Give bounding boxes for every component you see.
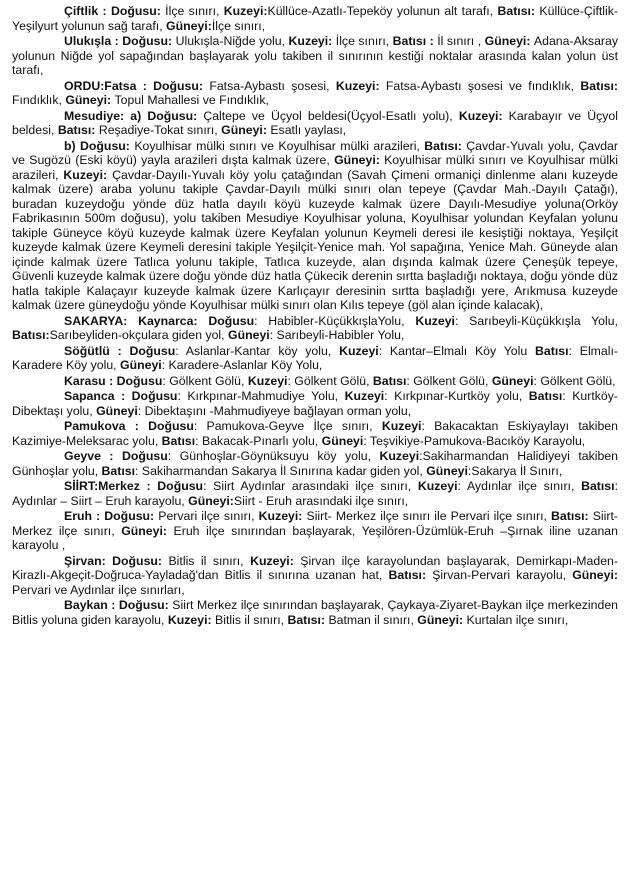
bold-label: Güneyi (120, 358, 162, 372)
bold-label: Kuzeyi: (335, 78, 386, 93)
bold-label: Batısı (101, 463, 136, 478)
bold-label: Kuzeyi (379, 449, 420, 463)
text-run: : Kırkpınar-Mahmudiye Yolu, (177, 389, 345, 403)
paragraph (12, 34, 618, 78)
bold-label: Batısı: (551, 509, 593, 523)
paragraph (12, 79, 618, 108)
bold-label: Batısı: (424, 138, 467, 153)
bold-label: Pamukova : Doğusu (64, 419, 194, 433)
paragraph (12, 109, 618, 138)
text-run: : Günhoşlar-Göynüksuyu köy yolu, (167, 449, 380, 463)
text-run: Eruh ilçe sınırından başlayarak, Yeşilören-Üzümlük-Eruh –Şırnak iline uzanan karayolu , (12, 523, 618, 552)
text-run: Ulukışla-Niğde yolu, (175, 34, 289, 48)
bold-label: Batısı: (497, 4, 540, 18)
text-run: Siirt- Merkez ilçe sınırı, (12, 509, 618, 538)
paragraph (12, 509, 618, 553)
text-run: : Bakacaktan Eskiyaylayı takiben Kazimiye-Meleksarac yolu, (12, 419, 618, 448)
bold-label: Güneyi: (572, 568, 618, 582)
text-run: Çavdar-Dayılı-Yuvalı köy yolu çatağından (Savah Çimeni ormaniçi dinlenme alanı kuzeyde kalmak üzere) araba yolunu takiple Çavdar-Dayılı mülki sınırı olan tepeye (Çavdar Mah.-Dayılı Çatağı), buradan kuzeydoğu yönde düz hatla dayılı köyü kuzeyde kalmak üzere Dayılı-Mesudiye yoluna(Orköy Fabrikasının 500m doğusu), yolu takiben Mesudiye Koyulhisar yoluna, Koyulhisar yolundan Keyfalan yolunu takiple Güneyce köyü kuzeyde kalmak üzere Keyfalan yolunun Keymeli deresi ile kesiştiği noktaya, Yeşilçit kuzeyde kalmak üzere Keymeli deresini takiple Yeşilçit-Yenice mah. Yol sapağına, Yenice Mah. Güneyde alan içinde kalmak üzere Tatlıca yolunu takiple, Tatlıca kuzeyde, alan dışında kalmak üzere Çeneşük tepeye, Güvenli kuzeyde kalmak üzere doğu yönde düz hatla Çükecik derenin sırtta başladığı noktaya, doğu yönde düz hatla takiple Kalaçayır kuzeyde kalmak üzere Karlıçayır deresinin sırtta başladığı yere, Arıkmusa kuzeyde kalmak üzere güneydoğu yönde Koyulhisar mülki sınırı olan Kılıs tepeye (göl alan içinde kalacak), (12, 167, 618, 312)
text-run: Küllüce-Azatlı-Tepeköy yolunun alt tarafı, (267, 4, 498, 18)
text-run: : Gölkent Gölü, (162, 373, 248, 388)
bold-label: Kuzeyi (339, 343, 379, 358)
text-run: : Sarıbeyli-Habibler Yolu, (269, 328, 405, 342)
text-run: : Gölkent Gölü, (287, 373, 373, 388)
bold-label: Güneyi (228, 328, 270, 342)
bold-label: b) Doğusu: (64, 138, 135, 153)
bold-label: Kuzeyi: (258, 509, 307, 523)
paragraph (12, 374, 618, 389)
bold-label: Kuzeyi: (167, 612, 216, 627)
paragraph (12, 389, 618, 418)
text-run: Fatsa-Aybastı şosesi, (209, 78, 336, 93)
text-run: : Sarıbeyli-Küçükkışla Yolu, (454, 313, 619, 328)
text-run: Reşadiye-Tokat sınırı, (98, 123, 222, 137)
bold-label: Güneyi: (484, 34, 534, 48)
bold-label: Batısı (161, 433, 196, 448)
bold-label: Şirvan: Doğusu: (64, 553, 169, 568)
bold-label: Kuzeyi: (458, 108, 509, 123)
paragraph (12, 449, 618, 478)
bold-label: SİİRT:Merkez : Doğusu (64, 479, 204, 493)
paragraph (12, 598, 618, 627)
bold-label: Kuzeyi: (63, 167, 113, 182)
text-run: Sarıbeyliden-okçulara giden yol, (49, 328, 229, 342)
bold-label: Mesudiye: a) Doğusu: (64, 108, 204, 123)
bold-label: Batısı (372, 373, 407, 388)
text-run: : Karadere-Aslanlar Köy Yolu, (161, 358, 323, 372)
bold-label: Söğütlü : Doğusu (64, 343, 176, 358)
text-run: : Habibler-KüçükkışlaYolu, (254, 313, 416, 328)
text-run: : Pamukova-Geyve İlçe sınırı, (193, 419, 382, 433)
bold-label: Güneyi (96, 403, 138, 418)
text-run: Bitlis il sınırı, (168, 553, 251, 568)
text-run: : Elmalı-Karadere Köy yolu, (12, 343, 619, 372)
bold-label: Güneyi (491, 373, 534, 388)
text-run: İlçe sınırı, (165, 4, 224, 18)
text-run: : Bakacak-Pınarlı yolu, (195, 433, 322, 448)
bold-label: Güneyi: (65, 93, 115, 107)
paragraph (12, 314, 618, 343)
bold-label: Karasu : Doğusu (64, 373, 163, 388)
bold-label: Baykan : Doğusu: (64, 598, 173, 612)
text-run: : Gölkent Gölü, (406, 373, 492, 388)
paragraph (12, 139, 618, 313)
bold-label: Çiftlik : Doğusu: (64, 4, 166, 18)
text-run: : Sakiharmandan Sakarya İl Sınırına kadar giden yol, (135, 463, 427, 478)
bold-label: Ulukışla : Doğusu: (64, 34, 176, 48)
text-run: Şirvan ilçe karayolundan başlayarak, Demirkapı-Maden-Kirazlı-Akgeçit-Doğruca-Yayladağ'dan Bitlis il sınırına uzanan hat, (12, 553, 618, 582)
text-run: Pervari ve Aydınlar ilçe sınırları, (12, 582, 185, 597)
paragraph (12, 479, 618, 508)
text-run: Koyulhisar mülki sınırı ve Koyulhisar mülki arazileri, (134, 138, 425, 153)
bold-label: Güneyi (321, 433, 364, 448)
bold-label: Batısı (535, 343, 569, 358)
text-run: Siirt- Merkez ilçe sınırı ile Pervari ilçe sınırı, (306, 509, 552, 523)
text-run: : Aydınlar ilçe sınırı, (457, 479, 582, 493)
text-run: : Dibektaşını -Mahmudiyeye bağlayan orman yolu, (137, 403, 412, 418)
bold-label: Güneyi: (221, 123, 271, 137)
bold-label: Batısı: (287, 612, 329, 627)
bold-label: ORDU:Fatsa : Doğusu: (64, 78, 210, 93)
paragraph (12, 419, 618, 448)
paragraph (12, 4, 618, 33)
bold-label: Geyve : Doğusu (64, 449, 168, 463)
text-run: Esatlı yaylası, (270, 123, 347, 137)
text-run: Koyulhisar mülki sınırı ve Koyulhisar mülki arazileri, (12, 153, 618, 182)
bold-label: Güneyi: (417, 612, 467, 627)
text-run: Şirvan-Pervari karayolu, (432, 568, 573, 582)
bold-label: Batısı (581, 479, 615, 493)
bold-label: Güneyi: (166, 18, 212, 33)
paragraph (12, 344, 618, 373)
bold-label: SAKARYA: Kaynarca: Doğusu (64, 313, 255, 328)
bold-label: Güneyi: (188, 493, 234, 508)
bold-label: Kuzeyi: (288, 34, 336, 48)
text-run: : Aydınlar – Siirt – Eruh karayolu, (12, 479, 618, 508)
text-run: Kurtalan ilçe sınırı, (466, 612, 569, 627)
text-run: : Siirt Aydınlar arasındaki ilçe sınırı, (203, 479, 418, 493)
text-run: Siirt - Eruh arasındaki ilçe sınırı, (233, 493, 409, 508)
bold-label: Kuzeyi (344, 389, 385, 403)
bold-label: Batısı (528, 389, 563, 403)
text-run: Siirt Merkez ilçe sınırından başlayarak, Çaykaya-Ziyaret-Baykan ilçe merkezinden Bitlis yoluna giden karayolu, (12, 598, 618, 627)
text-run: Fındıklık, (12, 93, 66, 107)
bold-label: Batısı: (57, 123, 99, 137)
bold-label: Batısı: (580, 78, 618, 93)
bold-label: Batısı: (12, 328, 50, 342)
text-run: Küllüce-Çiftlik-Yeşilyurt yolunun sağ tarafı, (12, 4, 619, 33)
paragraph (12, 554, 618, 598)
text-run: : Gölkent Gölü, (533, 373, 616, 388)
bold-label: Kuzeyi: (223, 4, 268, 18)
text-run: Çaltepe ve Üçyol beldesi(Üçyol-Esatlı yolu), (203, 108, 459, 123)
text-run: İl sınırı , (437, 34, 485, 48)
bold-label: Güneyi: (334, 153, 385, 167)
text-run: İlçe sınırı, (335, 34, 393, 48)
text-run: Fatsa-Aybastı şosesi ve fındıklık, (385, 78, 581, 93)
text-run: : Kurtköy- Dibektaşı yolu, (12, 389, 618, 418)
text-run: Topul Mahallesi ve Fındıklık, (114, 93, 269, 107)
text-run: Pervari ilçe sınırı, (158, 509, 259, 523)
text-run: : Aslanlar-Kantar köy yolu, (175, 343, 340, 358)
bold-label: Güneyi: (121, 523, 174, 538)
bold-label: Kuzeyi (417, 479, 458, 493)
bold-label: Batısı : (392, 34, 438, 48)
text-run: Batman il sınırı, (328, 612, 418, 627)
text-run: : Kantar–Elmalı Köy Yolu (378, 343, 536, 358)
text-run: Bitlis il sınırı, (215, 612, 288, 627)
text-run: :Sakarya İl Sınırı, (467, 463, 563, 478)
text-run: Adana-Aksaray yolunun Niğde yol sapağından başlayarak yolu takiben il sınırının kestiği noktalar arasında kalan yolun üst tarafı, (12, 34, 618, 77)
text-run: Çavdar-Yuvalı yolu, Çavdar ve Sugözü (Eski köyü) yayla arazileri dışta kalmak üzere, (12, 138, 618, 167)
bold-label: Eruh : Doğusu: (64, 509, 159, 523)
bold-label: Sapanca : Doğusu (64, 389, 178, 403)
bold-label: Batısı: (388, 568, 433, 582)
text-run: :Sakiharmandan Halidiyeyi takiben Günhoşlar yolu, (12, 449, 618, 478)
bold-label: Kuzeyi: (250, 553, 301, 568)
bold-label: Kuzeyi (415, 313, 455, 328)
text-run: : Teşvikiye-Pamukova-Bacıköy Karayolu, (363, 433, 586, 448)
text-run: : Kırkpınar-Kurtköy yolu, (384, 389, 529, 403)
text-run: İlçe sınırı, (211, 18, 266, 33)
text-run: Karabayır ve Üçyol beldesi, (12, 108, 618, 137)
bold-label: Kuzeyi (247, 373, 288, 388)
bold-label: Güneyi (426, 463, 468, 478)
bold-label: Kuzeyi (381, 419, 422, 433)
